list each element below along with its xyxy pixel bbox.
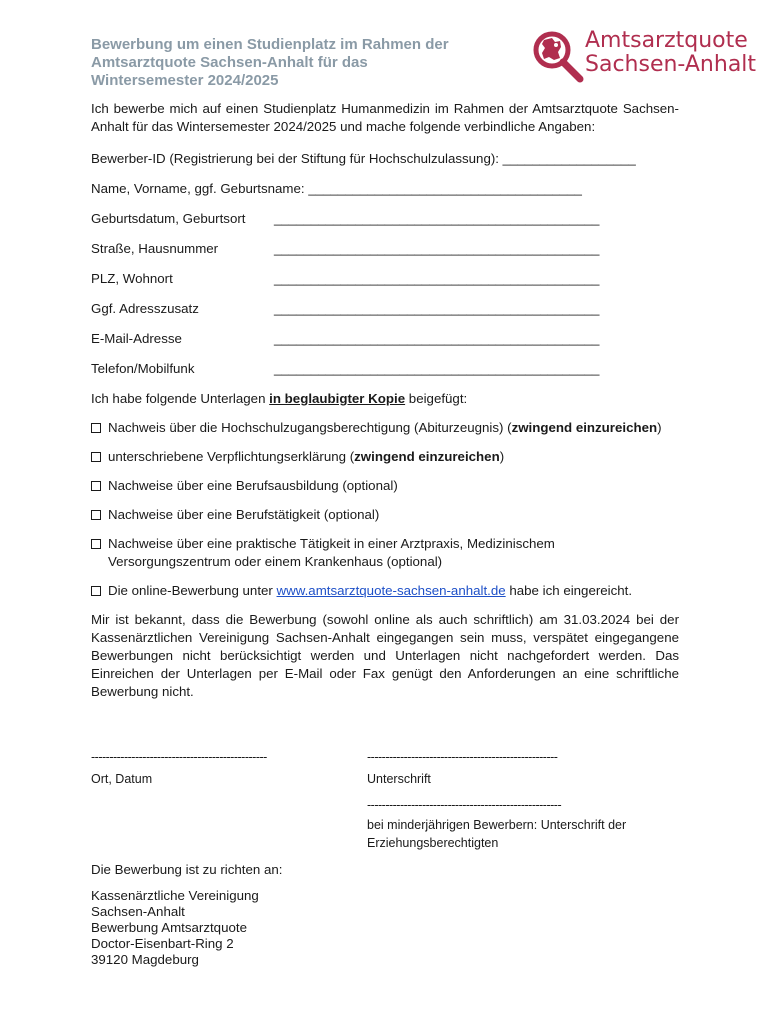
field-line[interactable]: ____________________________________________ (274, 271, 600, 286)
magnifier-map-icon (530, 28, 590, 84)
checkbox-icon[interactable] (91, 586, 101, 596)
field-label: PLZ, Wohnort (91, 271, 173, 286)
field-line[interactable]: ____________________________________________ (274, 241, 600, 256)
item-text-end: ) (499, 449, 505, 464)
logo-line-2: Sachsen-Anhalt (585, 52, 757, 77)
bewerber-id-field (91, 150, 679, 168)
checklist-item-text (108, 419, 662, 437)
lead-text: Ich habe folgende Unterlagen (91, 391, 270, 406)
checklist-item[interactable] (91, 477, 679, 495)
attachments-lead (91, 390, 679, 408)
checklist-item[interactable] (91, 506, 679, 524)
title-line: Amtsarztquote Sachsen-Anhalt für das (91, 54, 368, 71)
phone-field (91, 360, 679, 378)
place-date-label: Ort, Datum (91, 772, 153, 786)
signature-block (367, 748, 557, 788)
field-line[interactable]: ____________________________________________ (274, 331, 600, 346)
checklist-item-text (108, 448, 504, 466)
checklist-item-text (108, 582, 632, 600)
website-link[interactable]: www.amtsarztquote-sachsen-anhalt.de (276, 583, 506, 598)
recipient-address (91, 862, 282, 968)
checkbox-icon[interactable] (91, 423, 101, 433)
title-line: Wintersemester 2024/2025 (91, 72, 279, 89)
checklist-item[interactable] (91, 448, 679, 466)
logo-wordmark (585, 29, 756, 77)
item-text: Die online-Bewerbung unter (108, 583, 277, 598)
logo-line-1: Amtsarztquote (585, 28, 748, 53)
address-lead: Die Bewerbung ist zu richten an: (91, 862, 283, 877)
place-date-block (91, 748, 267, 788)
street-field (91, 240, 679, 258)
field-line[interactable]: ____________________________________________ (274, 301, 600, 316)
lead-emphasis: in beglaubigter Kopie (269, 391, 406, 406)
place-date-line[interactable]: ------------------------------------------------ (91, 750, 267, 764)
intro-paragraph: Ich bewerbe mich auf einen Studienplatz Humanmedizin im Rahmen der Amtsarztquote Sachsen-Anhalt für das Wintersemester 2024/2025 und mache folgende verbindliche Angaben: (91, 101, 679, 134)
item-emphasis: zwingend einzureichen (511, 420, 658, 435)
checklist-item-text: Nachweise über eine Berufsausbildung (optional) (108, 478, 398, 493)
bewerber-id-line[interactable]: __________________ (502, 151, 636, 166)
field-label: E-Mail-Adresse (91, 331, 182, 346)
bewerber-id-label: Bewerber-ID (Registrierung bei der Stiftung für Hochschulzulassung): (91, 151, 499, 166)
signature-label: Unterschrift (367, 772, 431, 786)
field-label: Geburtsdatum, Geburtsort (91, 211, 246, 226)
item-text-end: ) (657, 420, 662, 435)
address-line: Bewerbung Amtsarztquote (91, 920, 247, 935)
checklist-item[interactable] (91, 582, 679, 600)
name-field (91, 180, 679, 198)
checkbox-icon[interactable] (91, 452, 101, 462)
item-text-end: habe ich eingereicht. (505, 583, 633, 598)
address-line: Sachsen-Anhalt (91, 904, 185, 919)
address-line: 39120 Magdeburg (91, 952, 199, 967)
checklist-item[interactable] (91, 535, 679, 571)
lead-text-end: beigefügt: (405, 391, 468, 406)
field-label: Straße, Hausnummer (91, 241, 219, 256)
item-text: Nachweis über die Hochschulzugangsberechtigung (Abiturzeugnis) ( (108, 420, 512, 435)
item-emphasis: zwingend einzureichen (354, 449, 500, 464)
guardian-signature-label: bei minderjährigen Bewerbern: Unterschrift der Erziehungsberechtigten (367, 818, 627, 850)
field-label: Telefon/Mobilfunk (91, 361, 195, 376)
checkbox-icon[interactable] (91, 481, 101, 491)
address-line: Doctor-Eisenbart-Ring 2 (91, 936, 234, 951)
address-line: Kassenärztliche Vereinigung (91, 888, 259, 903)
checklist-item-text: Nachweise über eine praktische Tätigkeit in einer Arztpraxis, Medizinischem Versorgungszentrum oder einem Krankenhaus (optional) (108, 536, 555, 569)
amtsarztquote-logo (530, 28, 757, 84)
form-title (91, 36, 521, 90)
email-field (91, 330, 679, 348)
item-text: unterschriebene Verpflichtungserklärung ( (108, 449, 355, 464)
checklist-item-text: Nachweise über eine Berufstätigkeit (optional) (108, 507, 380, 522)
title-line: Bewerbung um einen Studienplatz im Rahmen der (91, 36, 449, 53)
name-label: Name, Vorname, ggf. Geburtsname: (91, 181, 305, 196)
field-line[interactable]: ____________________________________________ (274, 361, 600, 376)
field-line[interactable]: ____________________________________________ (274, 211, 600, 226)
checkbox-icon[interactable] (91, 539, 101, 549)
form-body (91, 100, 679, 701)
guardian-signature-block (367, 796, 687, 852)
deadline-notice: Mir ist bekannt, dass die Bewerbung (sowohl online als auch schriftlich) am 31.03.2024 bei der Kassenärztlichen Vereinigung Sachsen-Anhalt eingegangen sein muss, verspätet eingegangene Bewerbungen nicht berücksichtigt werden und Unterlagen nicht nachgefordert werden. Das Einreichen der Unterlagen per E-Mail oder Fax genügt den Anforderungen an eine schriftliche Bewerbung nicht. (91, 612, 679, 699)
checkbox-icon[interactable] (91, 510, 101, 520)
signature-line[interactable]: ---------------------------------------------------- (367, 750, 558, 764)
field-label: Ggf. Adresszusatz (91, 301, 199, 316)
city-field (91, 270, 679, 288)
checklist-item[interactable] (91, 419, 679, 437)
guardian-signature-line[interactable]: ----------------------------------------------------- (367, 798, 562, 812)
birth-field (91, 210, 679, 228)
address-extra-field (91, 300, 679, 318)
name-line[interactable]: _____________________________________ (308, 181, 582, 196)
